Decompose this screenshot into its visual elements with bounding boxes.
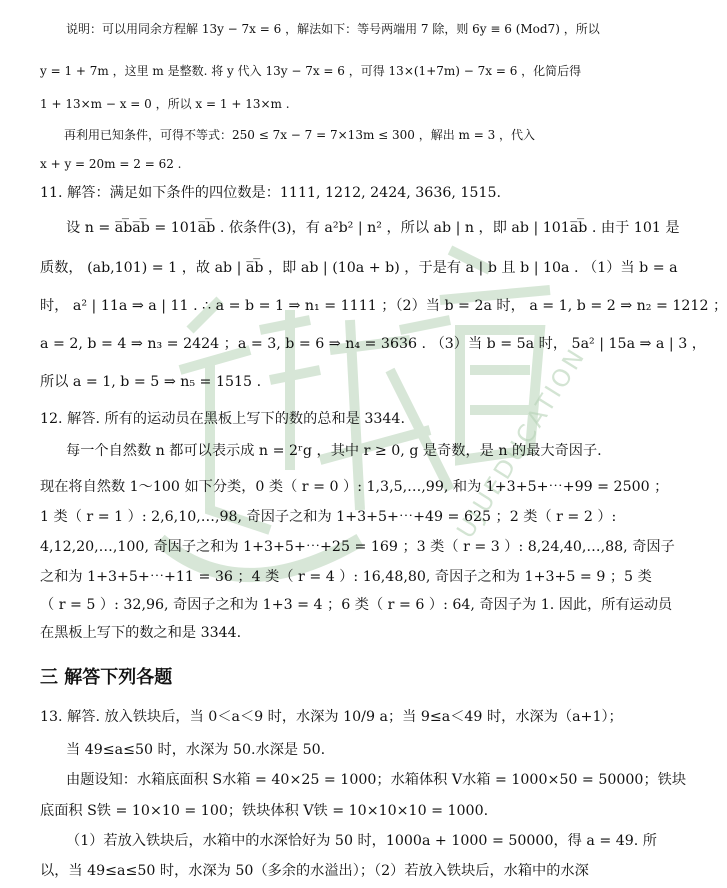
text-line: x + y = 20m = 2 = 62 . [40,157,182,171]
text-line: 每一个自然数 n 都可以表示成 n = 2ʳg ，其中 r ≥ 0, g 是奇数，是 n 的最大奇因子. [66,443,602,459]
text-line: 之和为 1+3+5+⋯+11 = 36 ；4 类（ r = 4 ）: 16,48,80, 奇因子之和为 1+3+5 = 9 ；5 类 [40,569,652,585]
text-line: 质数， (ab,101) = 1 ，故 ab | a̅b̅ ，即 ab | (10a + b) ，于是有 a | b 且 b | 10a . （1）当 b = a [40,260,678,276]
text-line: （ r = 5 ）: 32,96, 奇因子之和为 1+3 = 4 ；6 类（ r = 6 ）: 64, 奇因子为 1. 因此，所有运动员 [40,597,673,613]
section-heading: 三 解答下列各题 [40,667,173,688]
text-line: 时， a² | 11a ⇒ a | 11 . ∴ a = b = 1 ⇒ n₁ = 1111 ；（2）当 b = 2a 时， a = 1, b = 2 ⇒ n₂ = 1212 ； [40,298,727,314]
text-line: （1）若放入铁块后，水箱中的水深恰好为 50 时，1000a + 1000 = 50000，得 a = 49. 所 [66,833,657,849]
answer-13-header: 13. 解答. 放入铁块后，当 0＜a＜9 时，水深为 10/9 a；当 9≤a＜49 时，水深为（a+1）； [40,709,623,725]
text-line: 设 n = a̅b̅a̅b̅ = 101a̅b̅ . 依条件(3)，有 a²b² | n² ，所以 ab | n ，即 ab | 101a̅b̅ . 由于 101 是 [66,220,680,236]
watermark-text: UJUEDUCATION [451,342,592,544]
answer-12-header: 12. 解答. 所有的运动员在黑板上写下的数的总和是 3344. [40,411,405,427]
text-line: 再利用已知条件，可得不等式：250 ≤ 7x − 7 = 7×13m ≤ 300 ，解出 m = 3 ，代入 [64,128,536,142]
text-line: a = 2, b = 4 ⇒ n₃ = 2424 ；a = 3, b = 6 ⇒ n₄ = 3636 . （3）当 b = 5a 时， 5a² | 15a ⇒ a | 3 ， [40,336,706,352]
text-line: 以，当 49≤a≤50 时，水深为 50（多余的水溢出）；（2）若放入铁块后，水箱中的水深 [40,863,589,879]
text-line: 1 + 13×m − x = 0 ，所以 x = 1 + 13×m . [40,97,290,111]
answer-11-header: 11. 解答：满足如下条件的四位数是：1111, 1212, 2424, 3636, 1515. [40,185,502,201]
text-line: 说明：可以用同余方程解 13y − 7x = 6 ，解法如下：等号两端用 7 除，则 6y ≡ 6 (Mod7) ，所以 [66,22,600,36]
text-line: 所以 a = 1, b = 5 ⇒ n₅ = 1515 . [40,374,262,390]
text-line: y = 1 + 7m ，这里 m 是整数. 将 y 代入 13y − 7x = 6 ，可得 13×(1+7m) − 7x = 6 ，化简后得 [40,64,582,78]
text-line: 现在将自然数 1～100 如下分类，0 类（ r = 0 ）: 1,3,5,…,99, 和为 1+3+5+⋯+99 = 2500 ； [40,479,669,495]
text-line: 4,12,20,…,100, 奇因子之和为 1+3+5+⋯+25 = 169 ；3 类（ r = 3 ）: 8,24,40,…,88, 奇因子 [40,539,675,555]
text-line: 1 类（ r = 1 ）: 2,6,10,…,98, 奇因子之和为 1+3+5+⋯+49 = 625 ；2 类（ r = 2 ）: [40,509,617,525]
text-line: 当 49≤a≤50 时，水深为 50.水深是 50. [66,742,326,758]
text-line: 底面积 S铁 = 10×10 = 100；铁块体积 V铁 = 10×10×10 = 1000. [40,803,489,819]
text-line: 由题设知：水箱底面积 S水箱 = 40×25 = 1000；水箱体积 V水箱 = 1000×50 = 50000；铁块 [66,772,687,788]
text-line: 在黑板上写下的数之和是 3344. [40,625,242,641]
